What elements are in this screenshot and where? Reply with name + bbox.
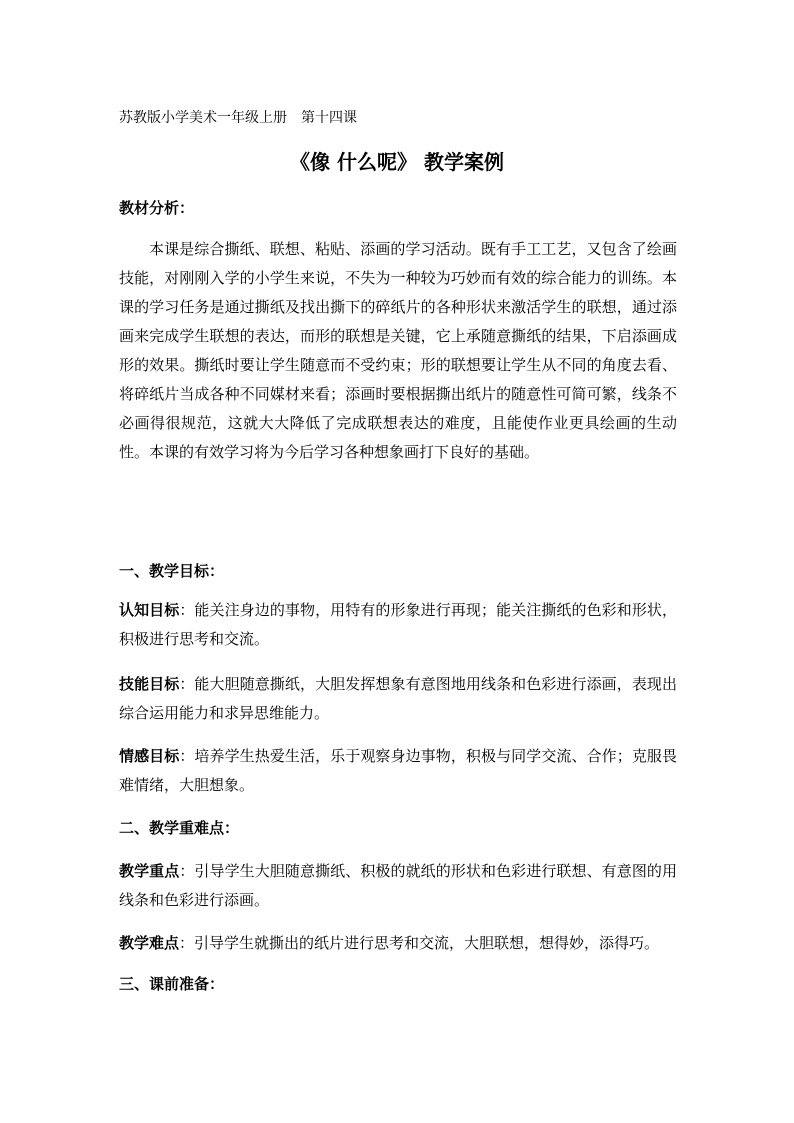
course-line: 苏教版小学美术一年级上册 第十四课 (119, 110, 357, 126)
skill-goal-text: ：能大胆随意撕纸，大胆发挥想象有意图地用线条和色彩进行添画，表现出综合运用能力和求异思维能力。 (119, 675, 677, 722)
emotion-goal-label: 情感目标 (119, 747, 180, 765)
teaching-focus-label: 教学重点 (119, 862, 180, 880)
analysis-heading: 教材分析： (119, 199, 195, 217)
emotion-goal (119, 742, 677, 800)
emotion-goal-text: ：培养学生热爱生活，乐于观察身边事物，积极与同学交流、合作；克服畏难情绪，大胆想象。 (119, 747, 677, 794)
teaching-difficulty-label: 教学难点 (119, 934, 180, 952)
teaching-difficulty-text: ：引导学生就撕出的纸片进行思考和交流，大胆联想，想得妙，添得巧。 (179, 934, 660, 952)
cognitive-goal-text: ：能关注身边的事物，用特有的形象进行再现；能关注撕纸的色彩和形状，积极进行思考和交流。 (119, 601, 677, 648)
page-title: 《像 什么呢》 教学案例 (290, 150, 504, 174)
goals-heading: 一、教学目标： (119, 562, 225, 580)
cognitive-goal (119, 596, 677, 654)
cognitive-goal-label: 认知目标 (119, 601, 180, 619)
teaching-focus (119, 857, 677, 915)
key-points-heading: 二、教学重难点： (119, 819, 240, 837)
skill-goal (119, 670, 677, 728)
analysis-paragraph: 本课是综合撕纸、联想、粘贴、添画的学习活动。既有手工工艺，又包含了绘画技能，对刚刚入学的小学生来说，不失为一种较为巧妙而有效的综合能力的训练。本课的学习任务是通过撕纸及找出撕下的碎纸片的各种形状来激活学生的联想，通过添画来完成学生联想的表达，而形的联想是关键，它上承随意撕纸的结果，下启添画成形的效果。撕纸时要让学生随意而不受约束；形的联想要让学生从不同的角度去看、将碎纸片当成各种不同媒材来看；添画时要根据撕出纸片的随意性可简可繁，线条不必画得很规范，这就大大降低了完成联想表达的难度，且能使作业更具绘画的生动性。本课的有效学习将为今后学习各种想象画打下良好的基础。 (119, 240, 677, 461)
preparation-heading: 三、课前准备： (119, 975, 225, 993)
teaching-focus-text: ：引导学生大胆随意撕纸、积极的就纸的形状和色彩进行联想、有意图的用线条和色彩进行添画。 (119, 862, 677, 909)
teaching-difficulty (119, 929, 677, 958)
skill-goal-label: 技能目标 (119, 675, 180, 693)
